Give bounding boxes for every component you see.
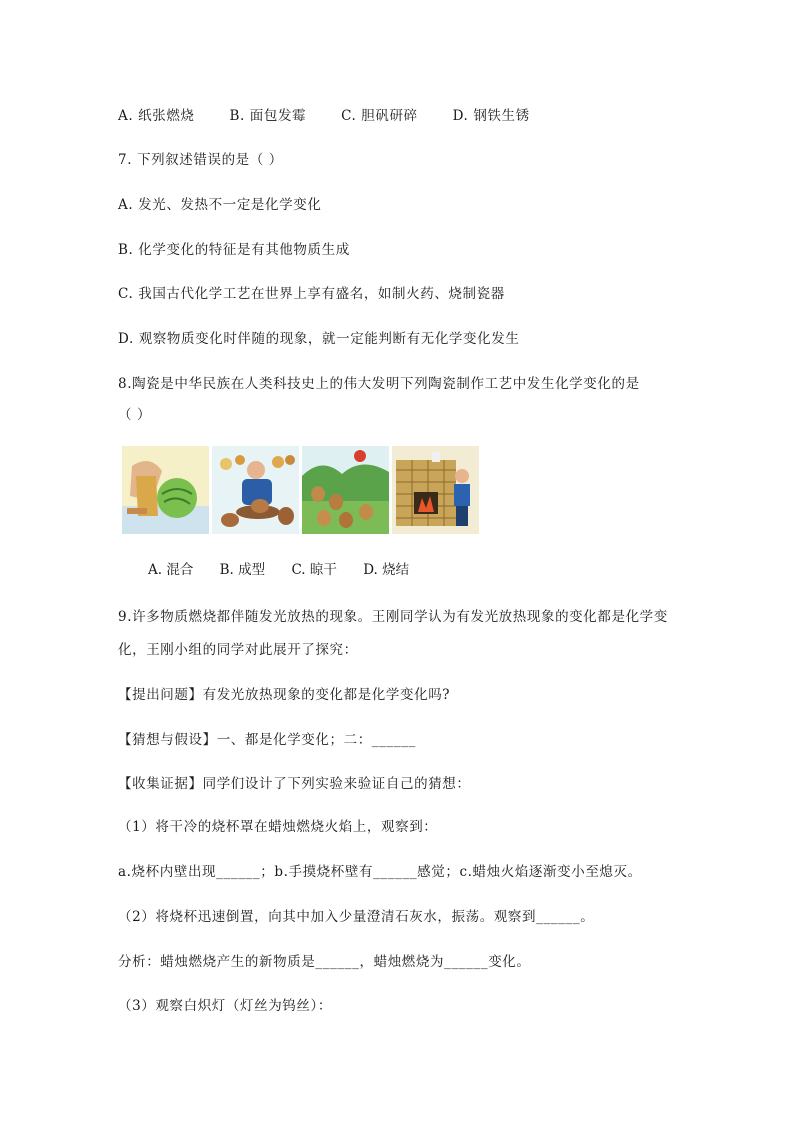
q7-option-b: B. 化学变化的特征是有其他物质生成 [118,242,350,258]
q6-option-d: D. 钢铁生锈 [452,108,530,124]
q8-option-b: B. 成型 [219,562,266,578]
firing-figure [392,446,479,534]
q7-stem: 7. 下列叙述错误的是（ ） [118,152,283,168]
q8-paren: （ ） [118,407,152,423]
q6-option-c: C. 胆矾研碎 [341,108,418,124]
mixing-figure [122,446,209,534]
q7-option-d: D. 观察物质变化时伴随的现象，就一定能判断有无化学变化发生 [118,331,520,347]
shaping-figure [212,446,299,534]
drying-figure [302,446,389,534]
q7-option-a: A. 发光、发热不一定是化学变化 [118,197,322,213]
q9-step2: （2）将烧杯迅速倒置，向其中加入少量澄清石灰水，振荡。观察到______。 [118,909,595,925]
q9-question: 【提出问题】有发光放热现象的变化都是化学变化吗? [118,687,451,703]
q9-analysis: 分析：蜡烛燃烧产生的新物质是______，蜡烛燃烧为______变化。 [118,954,531,970]
q6-options [118,104,530,124]
q9-stem-line2: 化，王刚小组的同学对此展开了探究： [118,642,358,658]
q8-figures [122,446,482,536]
q6-option-a: A. 纸张燃烧 [118,108,195,124]
q6-option-b: B. 面包发霉 [229,108,307,124]
q9-hypothesis: 【猜想与假设】一、都是化学变化；二：______ [118,732,416,748]
q9-step1: （1）将干冷的烧杯罩在蜡烛燃烧火焰上，观察到： [118,819,438,835]
q7-option-c: C. 我国古代化学工艺在世界上享有盛名，如制火药、烧制瓷器 [118,286,505,302]
q8-option-c: C. 晾干 [291,562,337,578]
q9-evidence: 【收集证据】同学们设计了下列实验来验证自己的猜想： [118,776,471,792]
q8-option-d: D. 烧结 [363,562,410,578]
q9-step3: （3）观察白炽灯（灯丝为钨丝）： [118,998,332,1014]
q8-option-a: A. 混合 [148,562,194,578]
q9-step1-observations: a.烧杯内壁出现______；b.手摸烧杯壁有______感觉；c.蜡烛火焰逐渐变小至熄灭。 [118,864,642,880]
q8-stem: 8.陶瓷是中华民族在人类科技史上的伟大发明下列陶瓷制作工艺中发生化学变化的是 [118,376,640,392]
q9-stem-line1: 9.许多物质燃烧都伴随发光放热的现象。王刚同学认为有发光放热现象的变化都是化学变 [118,609,668,625]
q8-options [148,558,431,578]
